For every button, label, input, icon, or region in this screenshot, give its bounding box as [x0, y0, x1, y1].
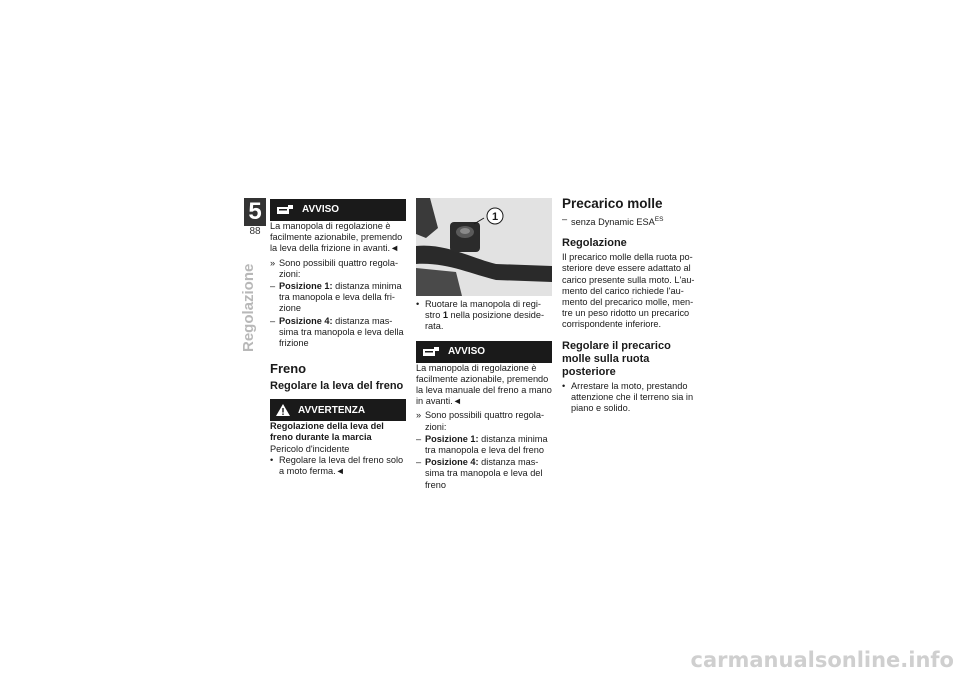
- variant-item: [562, 214, 698, 228]
- bullet-text: Regolare la leva del freno solo a moto ferma.◄: [279, 454, 404, 477]
- dash-marker: –: [270, 315, 276, 326]
- notice-label: AVVISO: [448, 346, 486, 357]
- bullet-text-a: Ruotare la manopola di regi- stro: [425, 299, 541, 321]
- position-4-item: [416, 457, 552, 491]
- column-1: [270, 199, 406, 477]
- result-text: Sono possibili quattro regola- zioni:: [425, 410, 544, 432]
- section-heading: Precarico molle: [562, 196, 663, 211]
- column-3: [562, 196, 698, 414]
- bullet-item: [416, 299, 552, 333]
- warning-subtitle: Pericolo d'incidente: [270, 443, 350, 454]
- column-2: [416, 299, 552, 491]
- subsection-heading: Regolare la leva del freno: [270, 380, 404, 393]
- section-heading: Freno: [270, 361, 307, 377]
- dash-marker: –: [562, 214, 568, 224]
- dash-marker: –: [416, 457, 422, 468]
- bullet-item: [562, 381, 698, 415]
- result-marker: »: [270, 257, 276, 268]
- position-1-text: distanza minima tra manopola e leva della fri- zione: [279, 281, 402, 314]
- notice-banner: [270, 199, 406, 221]
- notice-banner: [416, 341, 552, 363]
- warning-title: Regolazione della leva del freno durante la marcia: [270, 421, 384, 443]
- notice-icon: [422, 346, 440, 358]
- warning-triangle-icon: [276, 404, 290, 416]
- handlebar-figure: [416, 198, 552, 296]
- bullet-item: [270, 455, 406, 477]
- variant-text: senza Dynamic ESA: [571, 217, 655, 228]
- paragraph: Il precarico molle della ruota po- steriore deve essere adattato al carico presente sulla moto. L'au- mento del carico richiede l'au- mento del precarico molle, men- tre un peso ridotto un precarico corrispondente inferiore.: [562, 252, 695, 330]
- bullet-ref-number: 1: [442, 310, 448, 321]
- subsection-heading: Regolazione: [562, 237, 627, 250]
- notice-icon: [276, 204, 294, 216]
- chapter-number: 5: [244, 198, 266, 226]
- notice-text: La manopola di regolazione è facilmente azionabile, premendo la leva della frizione in avanti.◄: [270, 221, 403, 254]
- bullet-marker: •: [270, 454, 274, 465]
- dash-marker: –: [270, 281, 276, 292]
- position-1-label: Posizione 1:: [425, 433, 479, 444]
- bullet-text: Arrestare la moto, prestando attenzione che il terreno sia in piano e solido.: [571, 380, 694, 414]
- variant-superscript: ES: [654, 216, 664, 223]
- page-number: 88: [249, 226, 261, 237]
- position-4-label: Posizione 4:: [279, 315, 333, 326]
- result-item: [270, 258, 406, 280]
- chapter-title: Regolazione: [240, 263, 257, 352]
- notice-text: La manopola di regolazione è facilmente azionabile, premendo la leva manuale del freno a mano in avanti.◄: [416, 362, 552, 407]
- figure-callout-label: 1: [491, 211, 499, 223]
- watermark: carmanualsonline.info: [690, 648, 954, 672]
- handlebar-illustration: [416, 198, 552, 296]
- position-1-text: distanza minima tra manopola e leva del freno: [425, 433, 548, 456]
- position-4-item: [270, 316, 406, 350]
- result-item: [416, 410, 552, 432]
- subsection-heading: Regolare il precarico molle sulla ruota posteriore: [562, 339, 671, 378]
- result-marker: »: [416, 410, 422, 421]
- position-4-text: distanza mas- sima tra manopola e leva del freno: [425, 457, 543, 490]
- dash-marker: –: [416, 433, 422, 444]
- notice-label: AVVISO: [302, 204, 340, 216]
- position-1-label: Posizione 1:: [279, 281, 333, 292]
- position-4-text: distanza mas- sima tra manopola e leva della frizione: [279, 315, 404, 349]
- warning-banner: [270, 399, 406, 421]
- bullet-text-b: nella posizione deside- rata.: [425, 310, 545, 332]
- position-4-label: Posizione 4:: [425, 457, 479, 468]
- result-text: Sono possibili quattro regola- zioni:: [279, 257, 398, 279]
- position-1-item: [270, 281, 406, 315]
- position-1-item: [416, 434, 552, 456]
- bullet-marker: •: [416, 299, 420, 309]
- bullet-marker: •: [562, 380, 566, 391]
- warning-label: AVVERTENZA: [298, 404, 366, 416]
